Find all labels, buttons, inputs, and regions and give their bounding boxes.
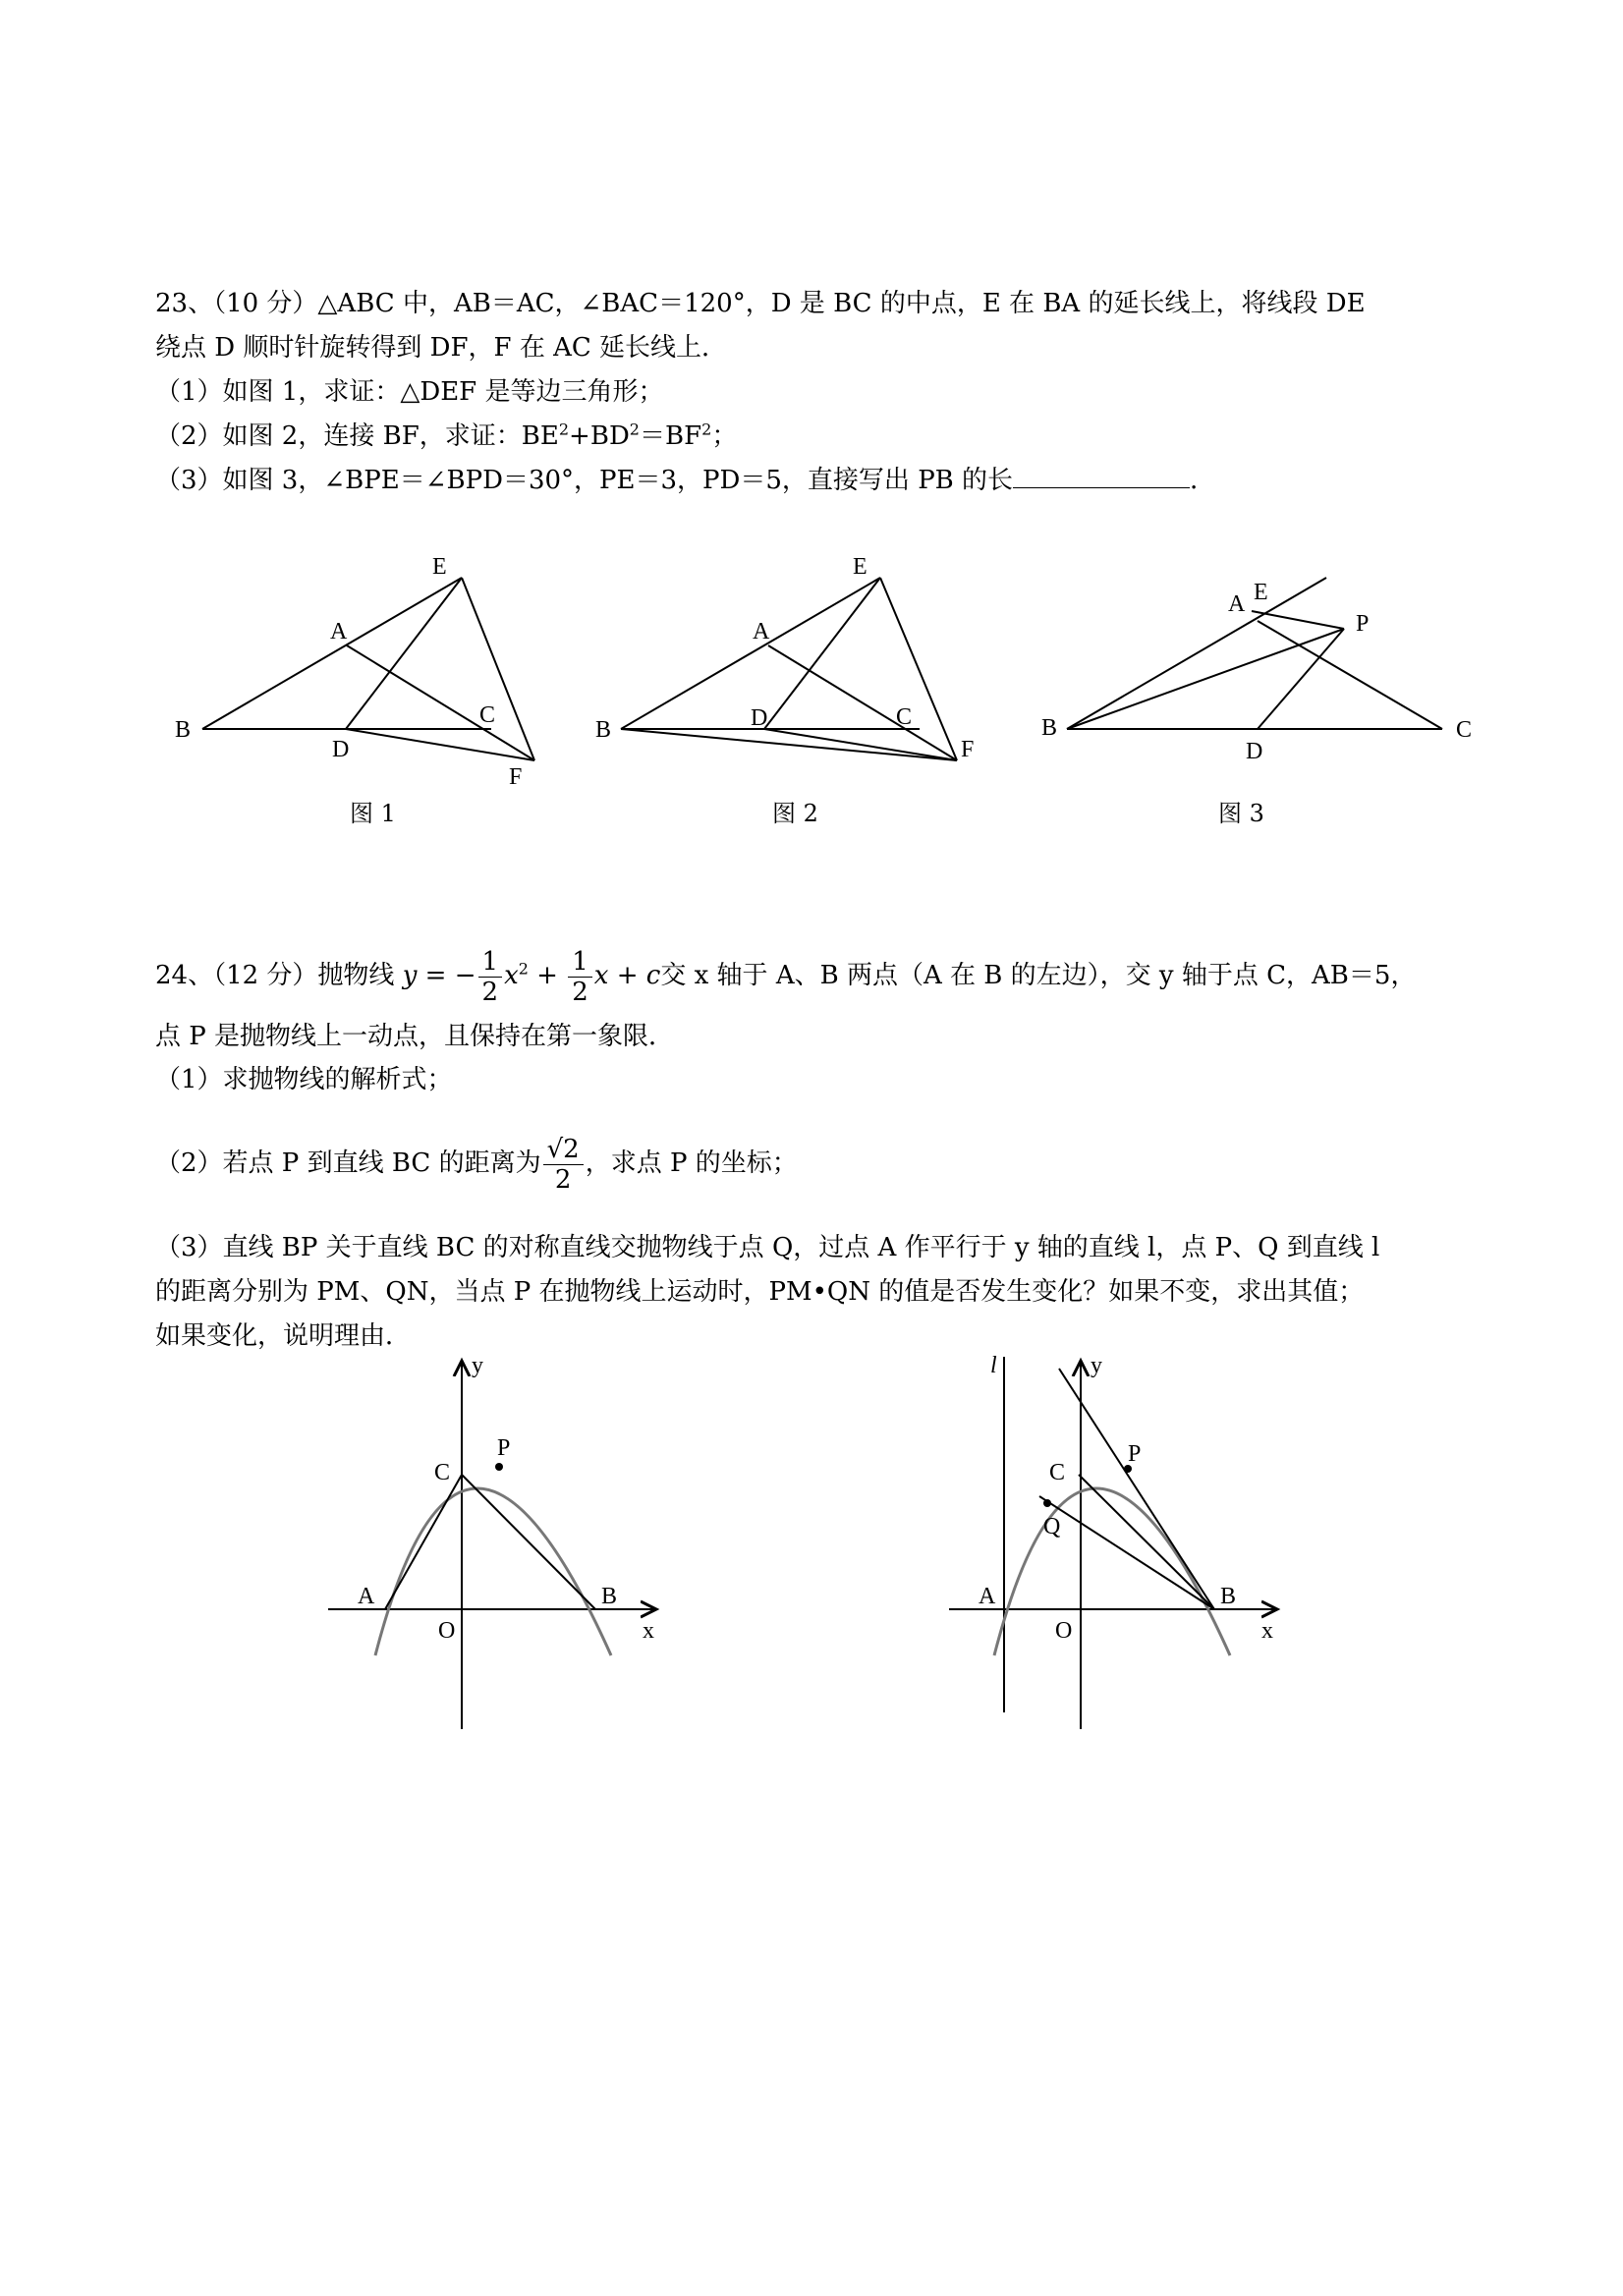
label-y: y [472,1353,483,1378]
q23-part3-end: ． [1190,466,1216,495]
caption-fig2: 图 2 [772,800,818,827]
label-y: y [1091,1353,1102,1378]
q23-part2-b: +BD [569,421,630,451]
graph-1 [324,1351,678,1739]
eq-sup: 2 [518,959,529,979]
q24-intro-b: 交 x 轴于 A、B 两点（A 在 B 的左边），交 y 轴于点 C，AB＝5， [660,961,1417,990]
label-A: A [979,1584,996,1609]
label-E: E [853,554,867,580]
frac-num: 1 [478,947,503,978]
label-B: B [1041,715,1058,741]
q23-part2-a: （2）如图 2，连接 BF，求证：BE [155,421,559,451]
label-D: D [751,705,768,731]
answer-blank[interactable] [1013,466,1190,488]
q24-part1: （1）求抛物线的解析式； [155,1065,453,1094]
frac-den: 2 [481,977,499,1007]
label-F: F [509,764,523,790]
q23-sup: 2 [629,420,640,439]
label-Q: Q [1043,1514,1061,1540]
graph-2 [945,1351,1299,1739]
caption-fig3: 图 3 [1218,800,1264,827]
figure-1 [167,550,560,796]
caption-fig1: 图 1 [350,800,396,827]
q24-intro [155,941,1416,1010]
q23-line1: 23、（10 分）△ABC 中，AB＝AC，∠BAC＝120°，D 是 BC 的中点，E 在 BA 的延长线上，将线段 DE [155,289,1366,318]
frac-num: √2 [543,1135,584,1165]
label-x: x [643,1618,654,1644]
label-A: A [358,1584,375,1609]
q23-part3-text: （3）如图 3，∠BPE＝∠BPD＝30°，PE＝3，PD＝5，直接写出 PB 的长 [155,466,1014,495]
label-B: B [595,717,612,743]
label-C: C [1456,717,1473,743]
label-D: D [1246,739,1263,764]
figure-3 [1032,560,1493,776]
eq-x2: x [504,961,519,990]
label-x: x [1261,1618,1273,1644]
q23-part2 [155,420,737,453]
q23-part3 [155,464,1215,497]
eq-eq: = − [417,961,476,990]
q24-part2-a: （2）若点 P 到直线 BC 的距离为 [155,1148,541,1178]
q24-part2-b: ，求点 P 的坐标； [585,1148,798,1178]
q24-part3-l2: 的距离分别为 PM、QN，当点 P 在抛物线上运动时，PM•QN 的值是否发生变化？如果不变，求出其值； [155,1277,1365,1307]
label-P: P [1356,611,1370,637]
eq-plus: + [528,961,567,990]
label-C: C [896,704,913,730]
label-A: A [753,619,770,644]
label-P: P [497,1435,511,1461]
eq-c: + c [608,961,661,990]
label-E: E [1254,580,1268,605]
label-D: D [332,737,350,762]
eq-y: y [402,961,418,990]
q23-sup: 2 [558,420,570,439]
label-B: B [1220,1584,1237,1609]
label-B: B [175,717,192,743]
q23-part2-d: ； [711,421,738,451]
label-E: E [432,554,447,580]
label-A: A [1228,591,1246,617]
frac-den: 2 [554,1164,572,1195]
label-C: C [434,1460,451,1485]
frac-den: 2 [572,977,588,1007]
q23-sup: 2 [701,420,712,439]
eq-x: x [593,961,609,990]
label-P: P [1128,1441,1142,1467]
label-B: B [601,1584,618,1609]
q24-part3-l1: （3）直线 BP 关于直线 BC 的对称直线交抛物线于点 Q，过点 A 作平行于 y 轴的直线 l，点 P、Q 到直线 l [155,1233,1380,1262]
q23-part1: （1）如图 1，求证：△DEF 是等边三角形； [155,377,664,407]
q24-part2 [155,1124,798,1203]
q24-line2: 点 P 是抛物线上一动点，且保持在第一象限． [155,1022,675,1051]
label-l: l [990,1353,997,1378]
label-O: O [438,1618,456,1644]
q23-part2-c: ＝BF [639,421,702,451]
frac-num: 1 [568,947,592,978]
figure-2 [586,550,998,796]
label-F: F [961,737,975,762]
frac-half [478,947,503,1007]
label-A: A [330,619,348,644]
label-C: C [1049,1460,1066,1485]
q24-part3-l3: 如果变化，说明理由． [155,1321,412,1351]
label-O: O [1055,1618,1073,1644]
q24-intro-a: 24、（12 分）抛物线 [155,961,403,990]
frac-half [568,947,592,1007]
frac-sqrt2-over-2 [543,1135,584,1195]
label-C: C [479,702,496,728]
q23-line2: 绕点 D 顺时针旋转得到 DF，F 在 AC 延长线上． [155,333,728,363]
